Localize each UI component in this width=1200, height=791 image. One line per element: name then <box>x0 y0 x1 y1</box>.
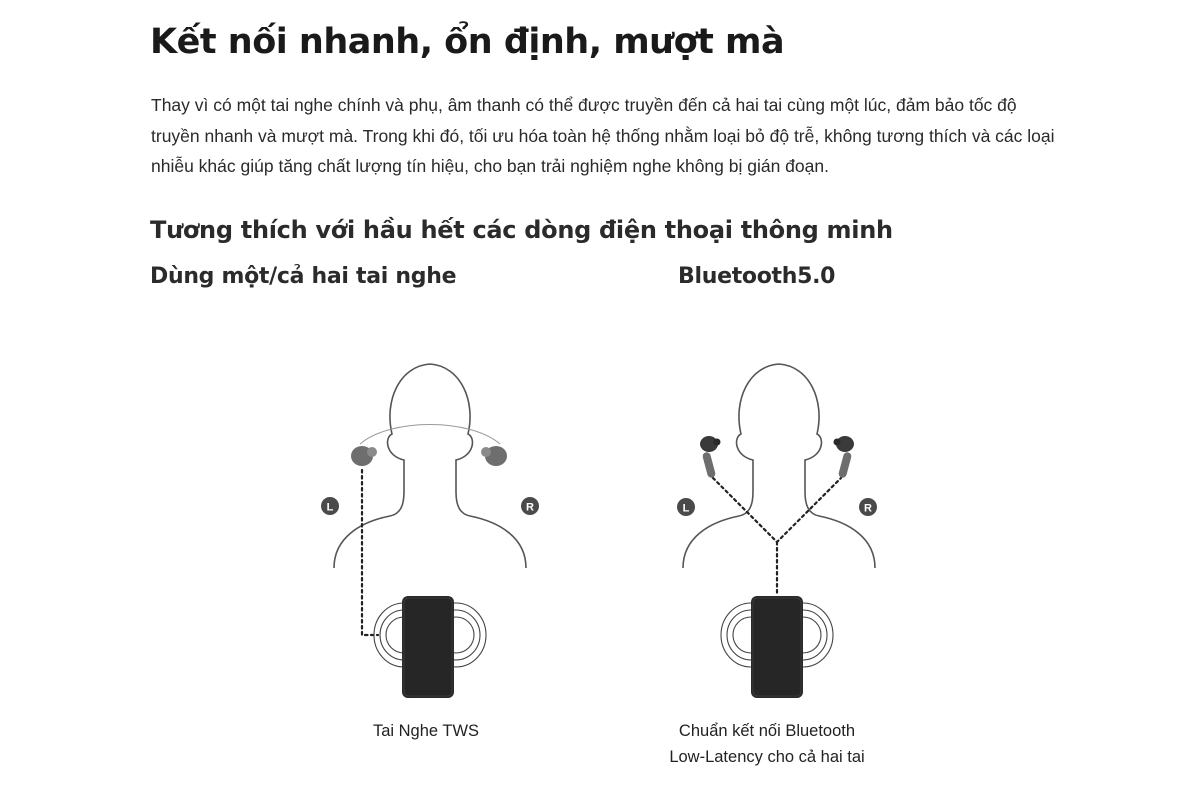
right-column-heading: Bluetooth5.0 <box>678 264 836 289</box>
tws-caption <box>326 718 526 744</box>
right-ear-badge-bt <box>859 498 877 516</box>
bluetooth-caption-line1: Chuẩn kết nối Bluetooth <box>678 722 856 740</box>
tws-illustration <box>320 360 560 705</box>
tws-diagram <box>320 360 560 705</box>
bluetooth-diagram <box>665 360 895 705</box>
right-ear-badge <box>521 497 539 515</box>
phone-icon <box>402 596 454 698</box>
bluetooth-caption <box>617 718 917 770</box>
left-column-heading: Dùng một/cả hai tai nghe <box>150 264 457 289</box>
svg-text:R: R <box>526 501 534 514</box>
right-earbud-icon <box>481 446 507 466</box>
tws-caption-text: Tai Nghe TWS <box>372 722 480 740</box>
right-earbud-stem-icon <box>834 436 855 479</box>
left-ear-badge <box>321 497 339 515</box>
phone-icon-bt <box>751 596 803 698</box>
svg-text:L: L <box>326 501 334 514</box>
bluetooth-illustration <box>665 360 895 705</box>
earbud-link-arc <box>360 425 500 445</box>
description-paragraph: Thay vì có một tai nghe chính và phụ, âm thanh có thể được truyền đến cả hai tai cùng một lúc, đảm bảo tốc độ truyền nhanh và mượt mà. Trong khi đó, tối ưu hóa toàn hệ thống nhằm loại bỏ độ trễ, không tương thích và các loại nhiễu khác giúp tăng chất lượng tín hiệu, cho bạn trải nghiệm nghe không bị gián đoạn. <box>151 95 1055 176</box>
page-title: Kết nối nhanh, ổn định, mượt mà <box>150 22 785 62</box>
section-heading: Tương thích với hầu hết các dòng điện thoại thông minh <box>150 216 893 244</box>
left-ear-badge-bt <box>677 498 695 516</box>
signal-path-dotted <box>362 470 378 635</box>
bluetooth-signal-path <box>713 478 841 596</box>
left-earbud-icon <box>351 446 377 466</box>
bluetooth-caption-line2: Low-Latency cho cả hai tai <box>669 748 865 766</box>
svg-text:R: R <box>864 502 872 515</box>
left-earbud-stem-icon <box>700 436 721 479</box>
svg-text:L: L <box>682 502 690 515</box>
